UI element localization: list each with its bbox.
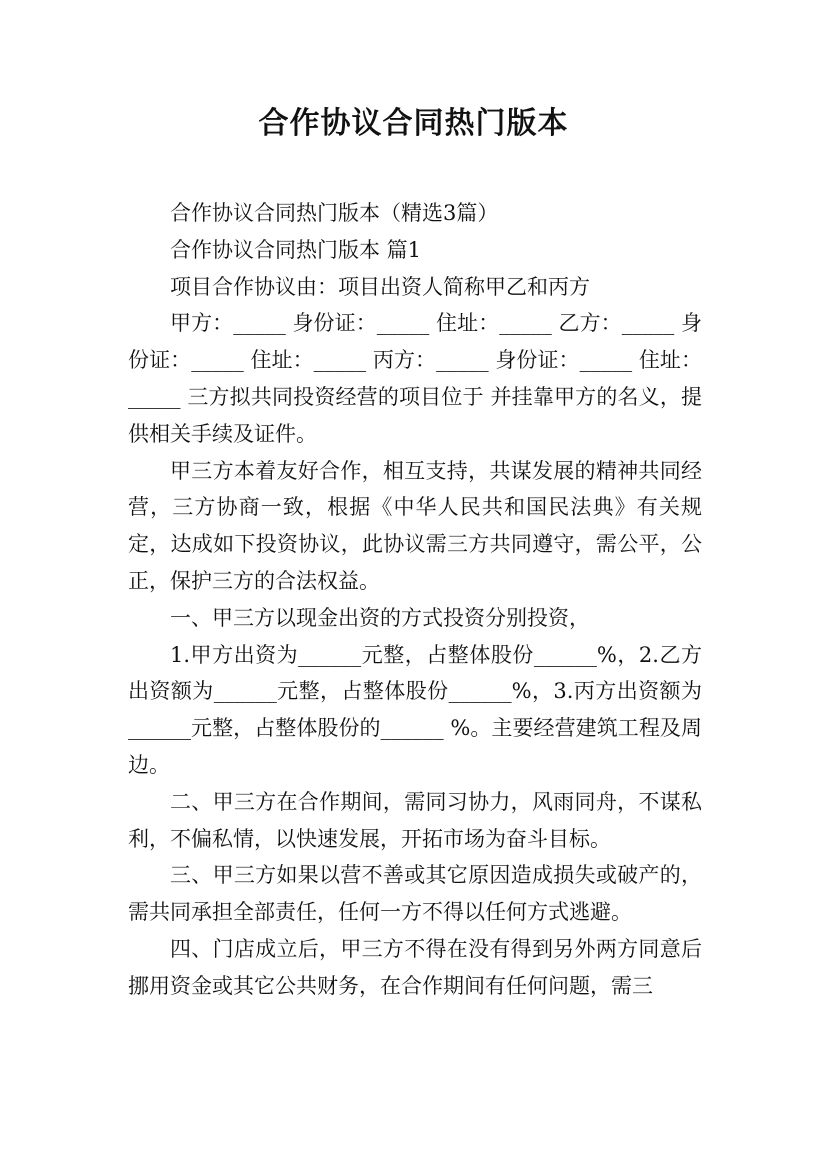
paragraph-selection-note: 合作协议合同热门版本（精选3篇）	[170, 201, 499, 225]
paragraph-clause-2: 二、甲三方在合作期间，需同习协力，风雨同舟，不谋私利，不偏私情，以快速发展，开拓市场为奋斗目标。	[128, 789, 702, 851]
paragraph-section-heading: 合作协议合同热门版本 篇1	[170, 237, 422, 262]
document-title: 合作协议合同热门版本	[258, 106, 569, 141]
paragraph-clause-1-heading: 一、甲三方以现金出资的方式投资分别投资，	[170, 605, 590, 630]
paragraph-parties-intro: 项目合作协议由：项目出资人简称甲乙和丙方	[170, 274, 590, 299]
paragraph-purpose: 甲三方本着友好合作，相互支持，共谋发展的精神共同经营，三方协商一致，根据《中华人民共和国民法典》有关规定，达成如下投资协议，此协议需三方共同遵守，需公平，公正，保护三方的合法权益。	[128, 458, 702, 593]
document-body	[128, 195, 702, 1005]
paragraph-clause-1-detail: 1.甲方出资为______元整，占整体股份______%，2.乙方出资额为______元整，占整体股份______%，3.丙方出资额为______元整，占整体股份的______ %。主要经营建筑工程及周边。	[128, 642, 702, 777]
paragraph-clause-3: 三、甲三方如果以营不善或其它原因造成损失或破产的，需共同承担全部责任，任何一方不得以任何方式逃避。	[128, 863, 702, 925]
paragraph-clause-4: 四、门店成立后，甲三方不得在没有得到另外两方同意后挪用资金或其它公共财务，在合作期间有任何问题，需三	[128, 936, 702, 998]
paragraph-party-details: 甲方：_____ 身份证：_____ 住址：_____ 乙方：_____ 身份证：_____ 住址：_____ 丙方：_____ 身份证：_____ 住址：_____ 三方拟共同投资经营的项目位于 并挂靠甲方的名义，提供相关手续及证件。	[128, 311, 702, 446]
